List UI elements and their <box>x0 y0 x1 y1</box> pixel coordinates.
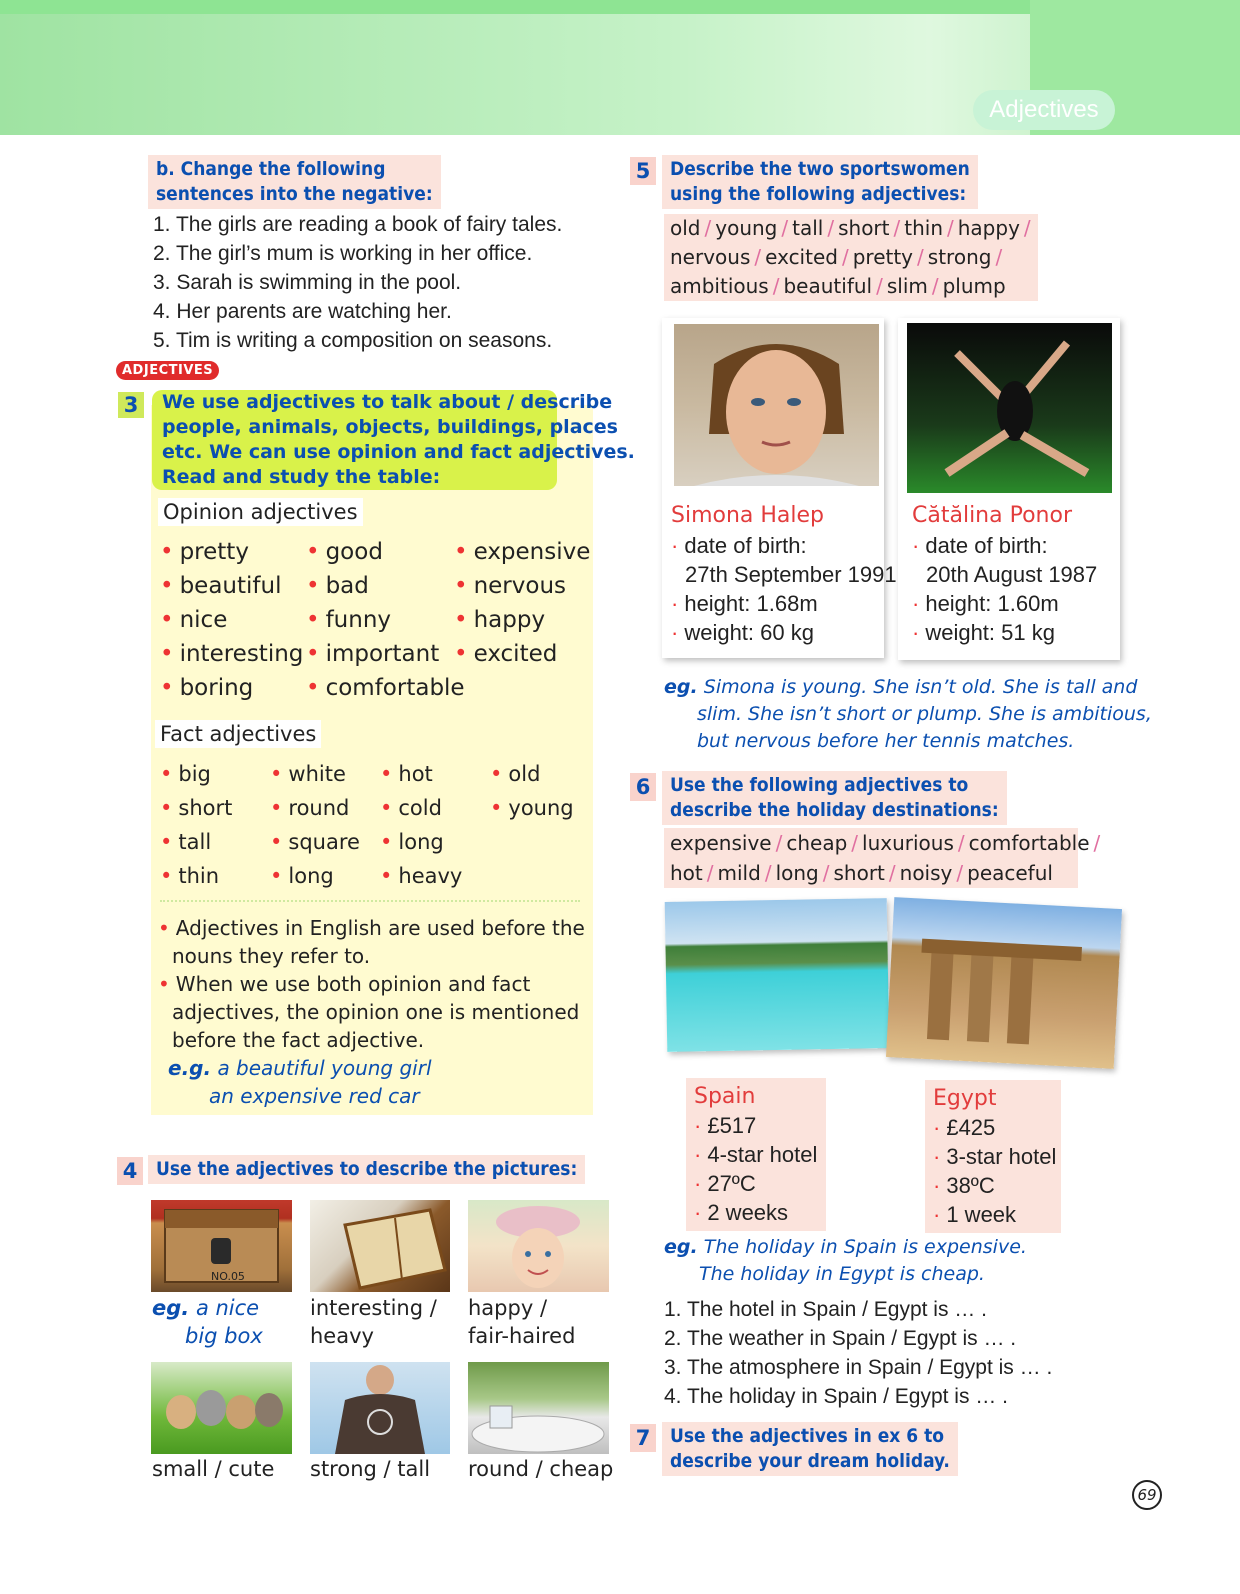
ex-b-title <box>148 155 441 209</box>
word: excited <box>765 245 838 269</box>
adj-word: happy <box>473 607 546 633</box>
adj-word: square <box>288 830 360 854</box>
ex6-number: 6 <box>630 773 656 801</box>
fact-line: 2 weeks <box>707 1200 789 1225</box>
eg-text: a beautiful young girl <box>217 1056 432 1080</box>
word: slim <box>886 274 928 298</box>
kittens-picture <box>151 1362 292 1454</box>
sentence: 1. The girls are reading a book of fairy tales. <box>153 213 563 236</box>
book-picture <box>310 1200 450 1292</box>
eg-text: Simona is young. She isn’t old. She is tall and <box>703 676 1138 698</box>
page-number: 69 <box>1132 1480 1162 1510</box>
destination-name: Egypt <box>933 1086 997 1111</box>
eg-text: an expensive red car <box>209 1084 420 1108</box>
girl-illustration <box>468 1200 609 1292</box>
fact-line: 1 week <box>946 1202 1017 1227</box>
adj-item: • cold <box>380 796 442 820</box>
word: strong <box>927 245 992 269</box>
eg-label: eg. <box>664 1236 698 1258</box>
adj-word: comfortable <box>325 675 465 701</box>
ex7-title <box>662 1422 958 1476</box>
section-tag: Adjectives <box>973 90 1115 130</box>
word: nervous <box>670 245 751 269</box>
picture-caption-2 <box>310 1294 437 1350</box>
adj-word: round <box>288 796 350 820</box>
word: happy <box>957 216 1020 240</box>
adj-item: • short <box>160 796 233 820</box>
adj-word: hot <box>398 762 433 786</box>
picture-caption-1 <box>152 1294 263 1350</box>
spain-facts: Spain · £517 · 4-star hotel · 27ºC · 2 weeks <box>686 1078 826 1231</box>
adj-word: interesting <box>179 641 304 667</box>
ex5-title <box>662 155 978 209</box>
caption-line: happy / <box>468 1296 548 1320</box>
simona-photo <box>674 324 879 486</box>
picture-caption-4: small / cute <box>152 1457 275 1481</box>
word: beautiful <box>783 274 873 298</box>
word: mild <box>717 861 761 885</box>
egypt-facts: Egypt · £425 · 3-star hotel · 38ºC · 1 week <box>925 1080 1061 1233</box>
grammar-note-2: • When we use both opinion and fact adjectives, the opinion one is mentioned before the fact adjective. <box>158 972 580 1052</box>
simona-facts: · date of birth: 27th September 1991 · height: 1.68m · weight: 60 kg <box>671 533 897 645</box>
ex3-intro <box>162 390 635 490</box>
eg-text: The holiday in Spain is expensive. <box>703 1236 1027 1258</box>
adj-item: • long <box>270 864 334 888</box>
adj-word: white <box>288 762 346 786</box>
adj-item: • nervous <box>454 573 567 599</box>
catalina-photo <box>907 323 1112 493</box>
picture-caption-5: strong / tall <box>310 1457 431 1481</box>
sentence: 4. The holiday in Spain / Egypt is … . <box>664 1385 1008 1408</box>
word: expensive <box>670 831 772 855</box>
adj-item: • funny <box>306 607 392 633</box>
caption-line: a nice <box>195 1296 260 1320</box>
fact-line: 20th August 1987 <box>926 562 1098 587</box>
adj-word: nice <box>179 607 228 633</box>
fact-line: date of birth: <box>684 533 807 558</box>
word: cheap <box>786 831 848 855</box>
adj-word: pretty <box>179 539 249 565</box>
opinion-heading: Opinion adjectives <box>158 498 363 526</box>
eg-text: The holiday in Egypt is cheap. <box>699 1263 985 1285</box>
simona-name: Simona Halep <box>671 503 825 528</box>
ex6-title-line: describe the holiday destinations: <box>670 799 999 821</box>
box-label: NO.05 <box>211 1270 245 1283</box>
adj-item: • round <box>270 796 350 820</box>
word: old <box>670 216 701 240</box>
note-line: adjectives, the opinion one is mentioned <box>172 1000 580 1024</box>
fact-col-1 <box>160 757 232 893</box>
eg-text: slim. She isn’t short or plump. She is ambitious, <box>697 703 1152 725</box>
fact-line: 27ºC <box>707 1171 756 1196</box>
ex6-title <box>662 771 1007 825</box>
adj-word: funny <box>325 607 392 633</box>
fact-line: 27th September 1991 <box>685 562 897 587</box>
catalina-facts: · date of birth: 20th August 1987 · height: 1.60m · weight: 51 kg <box>912 533 1098 645</box>
ex7-title-line: Use the adjectives in ex 6 to <box>670 1425 945 1447</box>
opinion-col-1 <box>160 535 303 705</box>
picture-caption-3 <box>468 1294 575 1350</box>
caption-line: fair-haired <box>468 1324 576 1348</box>
fact-line: weight: 51 kg <box>925 620 1055 645</box>
fact-line: £517 <box>707 1113 757 1138</box>
adj-word: excited <box>473 641 558 667</box>
adjectives-badge: ADJECTIVES <box>116 361 219 380</box>
ex7-number: 7 <box>630 1424 656 1452</box>
caption-line: big box <box>185 1324 263 1348</box>
girl-picture <box>468 1200 609 1292</box>
eg-label: e.g. <box>168 1056 212 1080</box>
adj-word: bad <box>325 573 369 599</box>
adj-word: thin <box>178 864 220 888</box>
word: luxurious <box>862 831 954 855</box>
word: peaceful <box>967 861 1053 885</box>
adj-word: tall <box>178 830 212 854</box>
sentence: 2. The weather in Spain / Egypt is … . <box>664 1327 1017 1350</box>
adj-word: young <box>508 796 574 820</box>
intro-line: Read and study the table: <box>162 466 441 488</box>
word: comfortable <box>968 831 1090 855</box>
ex7-title-line: describe your dream holiday. <box>670 1450 950 1472</box>
adj-word: expensive <box>473 539 591 565</box>
word: pretty <box>852 245 914 269</box>
book-illustration <box>310 1200 450 1292</box>
ex5-word-box: old / young / tall / short / thin / happy / nervous / excited / pretty / strong / ambitious / beautiful / slim / plump <box>664 214 1038 301</box>
box-picture <box>151 1200 292 1292</box>
opinion-col-2 <box>306 535 465 705</box>
note-line: When we use both opinion and fact <box>175 972 531 996</box>
word: tall <box>792 216 824 240</box>
adj-item: • young <box>490 796 574 820</box>
adj-item: • big <box>160 762 211 786</box>
box-illustration <box>151 1200 292 1292</box>
word: noisy <box>899 861 953 885</box>
table-illustration <box>468 1362 609 1454</box>
ex-b-sentences <box>153 210 562 355</box>
divider <box>160 900 580 902</box>
adj-word: cold <box>398 796 442 820</box>
adj-word: old <box>508 762 541 786</box>
fact-line: 3-star hotel <box>946 1144 1057 1169</box>
adj-word: short <box>178 796 233 820</box>
catalina-name: Cătălina Ponor <box>912 503 1072 528</box>
man-picture <box>310 1362 450 1454</box>
adj-item: • square <box>270 830 360 854</box>
adj-item: • white <box>270 762 346 786</box>
adj-item: • good <box>306 539 383 565</box>
fact-line: 38ºC <box>946 1173 995 1198</box>
intro-line: etc. We can use opinion and fact adjectives. <box>162 441 635 463</box>
adj-word: big <box>178 762 211 786</box>
note-line: before the fact adjective. <box>172 1028 425 1052</box>
fact-col-2 <box>270 757 360 893</box>
note-line: nouns they refer to. <box>172 944 371 968</box>
fact-line: 4-star hotel <box>707 1142 818 1167</box>
ex4-title: Use the adjectives to describe the pictures: <box>148 1155 585 1184</box>
adj-word: heavy <box>398 864 463 888</box>
adj-item: • tall <box>160 830 212 854</box>
ex5-example <box>664 674 1152 755</box>
intro-line: people, animals, objects, buildings, places <box>162 416 618 438</box>
destination-name: Spain <box>694 1084 756 1109</box>
grammar-note-1: • Adjectives in English are used before the nouns they refer to. <box>158 916 585 968</box>
intro-line: We use adjectives to talk about / describe <box>162 391 613 413</box>
ex-b-title-line: b. Change the following <box>156 158 386 180</box>
ex5-number: 5 <box>630 157 656 185</box>
word: short <box>838 216 890 240</box>
ex6-word-box: expensive / cheap / luxurious / comfortable / hot / mild / long / short / noisy / peaceful <box>664 828 1078 888</box>
word: long <box>775 861 819 885</box>
picture-caption-6: round / cheap <box>468 1457 614 1481</box>
word: hot <box>670 861 703 885</box>
adj-item: • interesting <box>160 641 304 667</box>
adj-item: • excited <box>454 641 558 667</box>
grammar-example <box>168 1054 588 1110</box>
adj-word: important <box>325 641 440 667</box>
fact-line: £425 <box>946 1115 996 1140</box>
word: short <box>833 861 885 885</box>
fact-col-3 <box>380 757 462 893</box>
word: plump <box>942 274 1006 298</box>
adj-word: beautiful <box>179 573 282 599</box>
adj-item: • expensive <box>454 539 591 565</box>
adj-word: long <box>398 830 444 854</box>
adj-item: • beautiful <box>160 573 282 599</box>
sentence: 5. Tim is writing a composition on seasons. <box>153 329 553 352</box>
caption-line: interesting / <box>310 1296 437 1320</box>
spain-photo <box>665 898 890 1052</box>
adj-item: • bad <box>306 573 369 599</box>
adj-item: • boring <box>160 675 254 701</box>
fact-heading: Fact adjectives <box>155 720 321 748</box>
egypt-photo <box>886 897 1122 1069</box>
man-illustration <box>310 1362 450 1454</box>
adj-word: long <box>288 864 334 888</box>
table-picture <box>468 1362 609 1454</box>
fact-line: height: 1.60m <box>925 591 1059 616</box>
adj-item: • thin <box>160 864 220 888</box>
ex6-example <box>664 1234 1027 1288</box>
sentence: 1. The hotel in Spain / Egypt is … . <box>664 1298 987 1321</box>
fact-line: height: 1.68m <box>684 591 818 616</box>
adj-item: • hot <box>380 762 433 786</box>
eg-label: eg. <box>664 676 698 698</box>
caption-line: heavy <box>310 1324 374 1348</box>
adj-item: • happy <box>454 607 546 633</box>
ex4-number: 4 <box>117 1157 143 1185</box>
adj-word: boring <box>179 675 254 701</box>
fact-line: weight: 60 kg <box>684 620 814 645</box>
adj-word: nervous <box>473 573 567 599</box>
adj-item: • nice <box>160 607 228 633</box>
eg-label: eg. <box>152 1296 190 1320</box>
fact-col-4 <box>490 757 574 825</box>
note-line: Adjectives in English are used before the <box>175 916 585 940</box>
adj-item: • pretty <box>160 539 249 565</box>
ex6-title-line: Use the following adjectives to <box>670 774 969 796</box>
sentence: 4. Her parents are watching her. <box>153 300 452 323</box>
ex3-number: 3 <box>118 392 144 418</box>
adj-item: • comfortable <box>306 675 465 701</box>
egypt-illustration <box>886 897 1122 1069</box>
ex6-sentences <box>664 1295 1052 1411</box>
ex-b-title-line: sentences into the negative: <box>156 183 433 205</box>
catalina-illustration <box>907 323 1112 493</box>
ex5-title-line: using the following adjectives: <box>670 183 967 205</box>
adj-item: • heavy <box>380 864 463 888</box>
opinion-col-3 <box>454 535 590 671</box>
adj-item: • old <box>490 762 541 786</box>
adj-item: • important <box>306 641 440 667</box>
kittens-illustration <box>151 1362 292 1454</box>
fact-line: date of birth: <box>925 533 1048 558</box>
adj-item: • long <box>380 830 444 854</box>
adj-word: good <box>325 539 383 565</box>
word: thin <box>904 216 943 240</box>
eg-text: but nervous before her tennis matches. <box>697 730 1075 752</box>
simona-illustration <box>674 324 879 486</box>
word: ambitious <box>670 274 769 298</box>
sentence: 3. Sarah is swimming in the pool. <box>153 271 462 294</box>
ex5-title-line: Describe the two sportswomen <box>670 158 970 180</box>
sentence: 2. The girl’s mum is working in her office. <box>153 242 533 265</box>
sentence: 3. The atmosphere in Spain / Egypt is … . <box>664 1356 1053 1379</box>
word: young <box>715 216 778 240</box>
